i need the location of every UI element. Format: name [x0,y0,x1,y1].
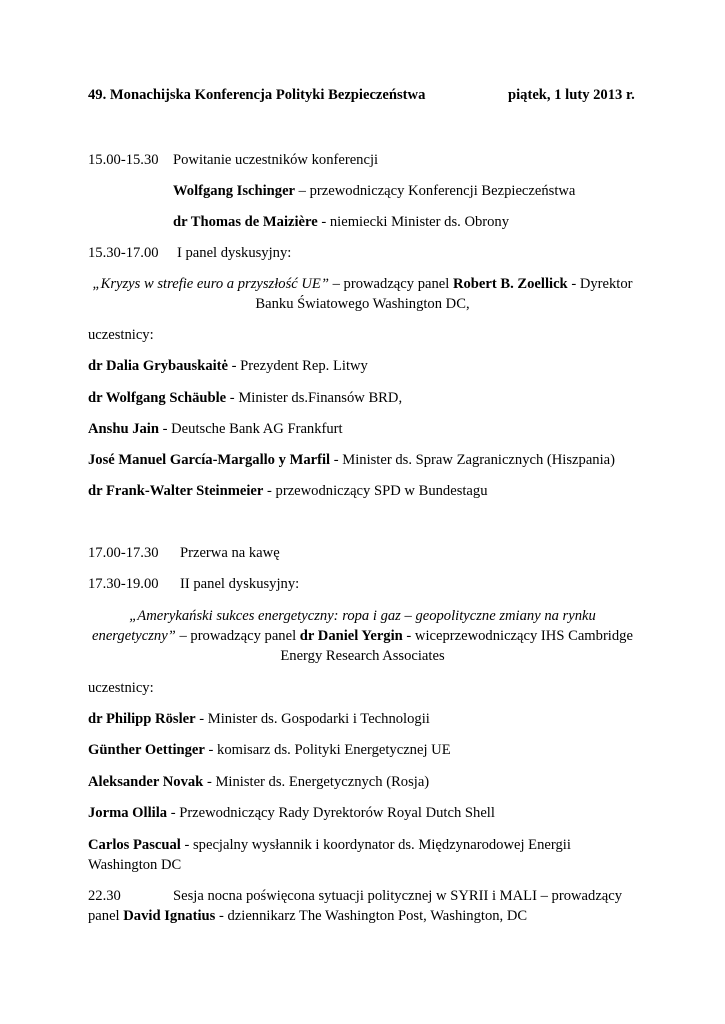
participant-role: - przewodniczący SPD w Bundestagu [263,483,488,499]
participant-name: José Manuel García-Margallo y Marfil [88,452,331,468]
participant-name: Carlos Pascual [88,837,181,853]
participant [88,388,402,408]
speaker-name: Wolfgang Ischinger [173,183,296,199]
night-text-line [88,906,527,926]
panel2-topic-cont: energetyczny” [92,628,176,644]
panel1-moderator-prefix: – prowadzący panel [328,276,453,292]
participant-role: - Minister ds. Energetycznych (Rosja) [203,774,430,790]
participant [88,450,615,470]
participant-name: Aleksander Novak [88,774,204,790]
night-time: 22.30 [88,888,121,904]
panel1-topic-line [0,274,725,294]
night-text-suffix: - dziennikarz The Washington Post, Washington, DC [215,908,528,924]
panel1-participants-label: uczestnicy: [88,327,154,343]
participant-name: dr Dalia Grybauskaitė [88,358,229,374]
speaker-role: – przewodniczący Konferencji Bezpieczeństwa [295,183,576,199]
welcome-speaker [173,212,509,232]
panel2-participants-label: uczestnicy: [88,680,154,696]
welcome-title: Powitanie uczestników konferencji [173,152,379,168]
panel1-moderator-role-cont: Banku Światowego Washington DC, [255,296,470,312]
participant-name: Anshu Jain [88,421,159,437]
participant-name: dr Philipp Rösler [88,711,196,727]
participant-role: - Prezydent Rep. Litwy [228,358,368,374]
participant-name: Günther Oettinger [88,742,205,758]
panel1-time: 15.30-17.00 [88,245,159,261]
welcome-speaker [173,181,575,201]
participant [88,709,430,729]
welcome-time: 15.00-15.30 [88,152,159,168]
panel2-moderator-role-cont: Energy Research Associates [280,648,445,664]
night-text: Sesja nocna poświęcona sytuacji politycznej w SYRII i MALI – prowadzący [173,888,623,904]
speaker-name: dr Thomas de Maizière [173,214,318,230]
participant [88,772,429,792]
panel1-topic: „Kryzys w strefie euro a przyszłość UE” [92,276,329,292]
break-title: Przerwa na kawę [180,545,280,561]
participant-role: - Minister ds. Spraw Zagranicznych (Hiszpania) [330,452,615,468]
panel2-title: II panel dyskusyjny: [180,576,300,592]
conference-date: piątek, 1 luty 2013 r. [508,87,635,103]
participant-role: - specjalny wysłannik i koordynator ds. Międzynarodowej Energii [180,837,571,853]
participant [88,481,488,501]
participant-name: dr Wolfgang Schäuble [88,390,227,406]
participant [88,803,495,823]
panel1-title: I panel dyskusyjny: [177,245,292,261]
participant-role: - Deutsche Bank AG Frankfurt [158,421,343,437]
night-moderator: David Ignatius [123,908,216,924]
participant [88,740,451,760]
participant [88,356,368,376]
participant [88,835,571,855]
participant-role: - Przewodniczący Rady Dyrektorów Royal Dutch Shell [167,805,495,821]
panel2-moderator: dr Daniel Yergin [299,628,403,644]
panel2-topic: „Amerykański sukces energetyczny: ropa i gaz – geopolityczne zmiany na rynku [129,608,596,624]
panel2-topic-line [0,626,725,646]
participant-role-cont: Washington DC [88,857,182,873]
panel2-moderator-prefix: – prowadzący panel [175,628,300,644]
participant-name: dr Frank-Walter Steinmeier [88,483,264,499]
participant [88,419,343,439]
break-time: 17.00-17.30 [88,545,159,561]
participant-role: - komisarz ds. Polityki Energetycznej UE [204,742,451,758]
panel2-moderator-role: - wiceprzewodniczący IHS Cambridge [402,628,633,644]
panel1-moderator: Robert B. Zoellick [452,276,568,292]
panel2-time: 17.30-19.00 [88,576,159,592]
participant-name: Jorma Ollila [88,805,168,821]
speaker-role: - niemiecki Minister ds. Obrony [317,214,510,230]
participant-role: - Minister ds.Finansów BRD, [226,390,403,406]
participant-role: - Minister ds. Gospodarki i Technologii [195,711,430,727]
night-text-prefix: panel [88,908,124,924]
panel1-moderator-role: - Dyrektor [567,276,633,292]
conference-title: 49. Monachijska Konferencja Polityki Bezpieczeństwa [88,87,426,103]
